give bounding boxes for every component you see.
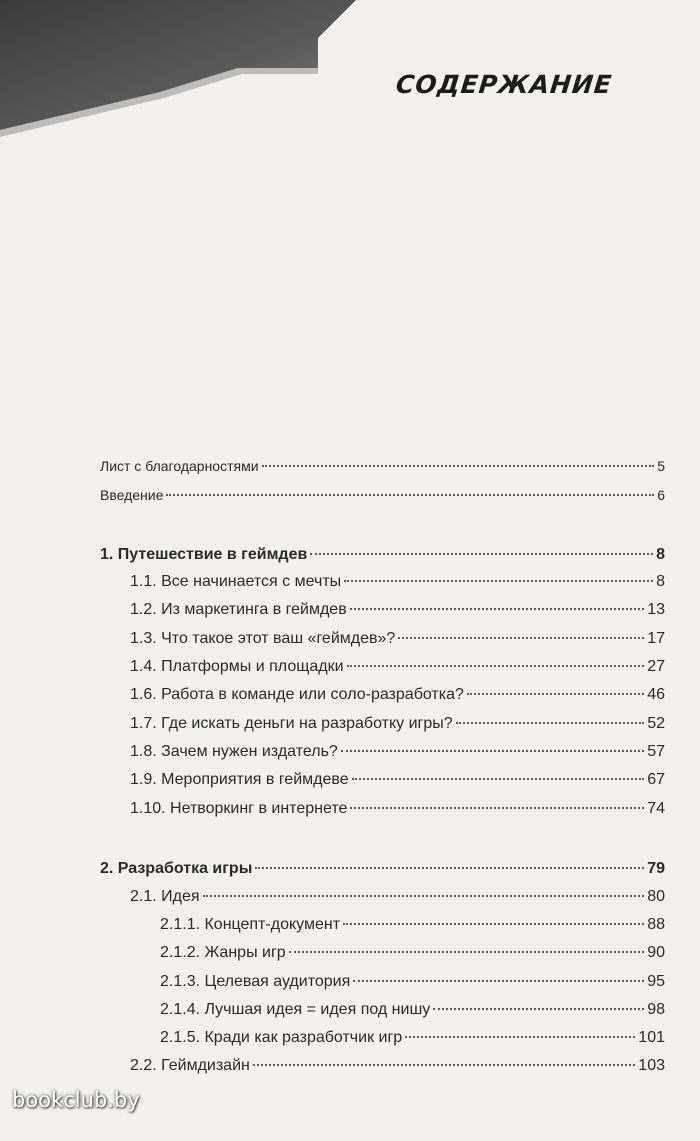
toc-row [100, 710, 665, 738]
toc-row [100, 939, 665, 967]
dot-leader [341, 750, 644, 752]
dot-leader [203, 895, 645, 897]
toc-page-number: 98 [647, 1001, 665, 1018]
toc-row [100, 911, 665, 939]
dot-leader [350, 807, 644, 809]
toc-page-number: 27 [647, 658, 665, 675]
toc-entry-title: Лист с благодарностями [100, 458, 259, 474]
toc-page-number: 17 [647, 630, 665, 647]
toc-row [100, 738, 665, 766]
bleed-through-text [95, 110, 675, 197]
toc-entry-title: 1.10. Нетворкинг в интернете [130, 800, 348, 817]
toc-row [100, 1052, 665, 1080]
toc-page-number: 79 [647, 860, 665, 877]
toc-entry-title: 2.1. Идея [130, 888, 200, 905]
toc-row [100, 653, 665, 681]
toc-row [100, 625, 665, 653]
dot-leader [456, 722, 645, 724]
toc-page-number: 8 [656, 546, 665, 563]
toc-page-number: 95 [647, 973, 665, 990]
dot-leader [289, 951, 645, 953]
toc-page-number: 67 [647, 771, 665, 788]
toc-entry-title: 1.1. Все начинается с мечты [130, 573, 342, 590]
toc-entry-title: 2.2. Геймдизайн [130, 1057, 250, 1074]
dot-leader [353, 980, 644, 982]
toc-row [100, 996, 665, 1024]
toc-entry-title: 1.2. Из маркетинга в геймдев [130, 601, 347, 618]
dot-leader [166, 494, 654, 496]
toc-entry-title: 2.1.5. Кради как разработчик игр [160, 1029, 403, 1046]
toc-entry-title: 1.8. Зачем нужен издатель? [130, 743, 338, 760]
toc-row [100, 795, 665, 823]
toc-page-number: 6 [657, 487, 665, 503]
toc-entry-title: 1. Путешествие в геймдев [100, 546, 308, 563]
toc-page-number: 101 [638, 1029, 665, 1046]
toc-row [100, 681, 665, 709]
toc-page-number: 80 [647, 888, 665, 905]
dot-leader [262, 465, 655, 467]
watermark-logo: bookclub.by [12, 1088, 140, 1112]
toc-row [100, 481, 665, 509]
toc-entry-title: 1.7. Где искать деньги на разработку игры? [130, 715, 453, 732]
toc-chapter-row [100, 855, 665, 883]
page-title: СОДЕРЖАНИЕ [394, 70, 614, 99]
dot-leader [398, 637, 644, 639]
toc-page-number: 74 [647, 800, 665, 817]
toc-entry-title: 1.3. Что такое этот ваш «геймдев»? [130, 630, 396, 647]
toc-page-number: 90 [647, 944, 665, 961]
toc-entry-title: Введение [100, 487, 164, 503]
toc-entry-title: 2.1.4. Лучшая идея = идея под нишу [160, 1001, 431, 1018]
dot-leader [343, 923, 644, 925]
toc-chapter-row [100, 541, 665, 569]
toc-page-number: 57 [647, 743, 665, 760]
dot-leader [344, 580, 653, 582]
dot-leader [433, 1008, 644, 1010]
toc-page-number: 5 [657, 458, 665, 474]
dot-leader [352, 778, 645, 780]
dot-leader [255, 867, 644, 869]
dot-leader [467, 693, 644, 695]
dot-leader [350, 608, 645, 610]
toc-page-number: 103 [638, 1057, 665, 1074]
toc-row [100, 1024, 665, 1052]
toc-page-number: 8 [656, 573, 665, 590]
dot-leader [347, 665, 645, 667]
toc-row [100, 452, 665, 480]
dot-leader [253, 1064, 635, 1066]
toc-page-number: 13 [647, 601, 665, 618]
toc-row [100, 766, 665, 794]
toc-entry-title: 1.6. Работа в команде или соло-разработка? [130, 686, 464, 703]
dot-leader [405, 1036, 635, 1038]
toc-row [100, 883, 665, 911]
toc-entry-title: 2. Разработка игры [100, 860, 253, 877]
toc-entry-title: 2.1.2. Жанры игр [160, 944, 286, 961]
toc-entry-title: 1.4. Платформы и площадки [130, 658, 344, 675]
toc-page-number: 46 [647, 686, 665, 703]
toc-row [100, 596, 665, 624]
toc-page-number: 52 [647, 715, 665, 732]
toc-row [100, 968, 665, 996]
toc-entry-title: 2.1.3. Целевая аудитория [160, 973, 351, 990]
toc-entry-title: 2.1.1. Концепт-документ [160, 916, 341, 933]
dot-leader [310, 553, 653, 555]
toc-row [100, 568, 665, 596]
toc-entry-title: 1.9. Мероприятия в геймдеве [130, 771, 349, 788]
toc-page-number: 88 [647, 916, 665, 933]
